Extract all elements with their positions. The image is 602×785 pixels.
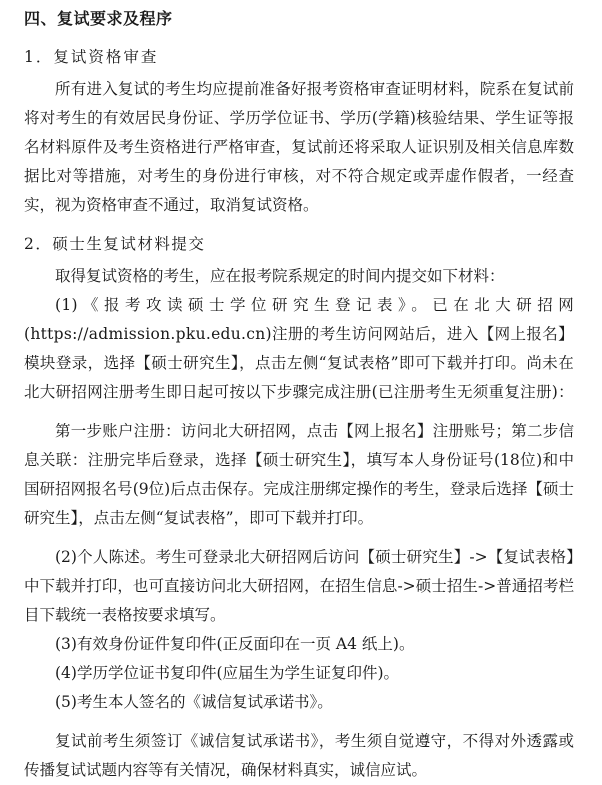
subsection-heading-qualification: 1．复试资格审查: [24, 48, 159, 66]
qualification-paragraph: 所有进入复试的考生均应提前准备好报考资格审查证明材料，院系在复试前将对考生的有效居民身份证、学历学位证书、学历(学籍)核验结果、学生证等报名材料原件及考生资格进行严格审查，复试前还将采取人证识别及相关信息库数据比对等措施，对考生的身份进行审核，对不符合规定或弄虚作假者，一经查实，视为资格审查不通过，取消复试资格。: [24, 80, 574, 214]
material-item-1: (1)《报考攻读硕士学位研究生登记表》。已在北大研招网(https://admission.pku.edu.cn)注册的考生访问网站后，进入【网上报名】模块登录，选择【硕士研究生】，点击左侧“复试表格”即可下载并打印。尚未在北大研招网注册考生即日起可按以下步骤完成注册(已注册考生无须重复注册)：: [24, 296, 574, 401]
closing-paragraph: 复试前考生须签订《诚信复试承诺书》，考生须自觉遵守，不得对外透露或传播复试试题内容等有关情况，确保材料真实，诚信应试。: [24, 732, 574, 779]
material-item-4: (4)学历学位证书复印件(应届生为学生证复印件)。: [55, 664, 400, 682]
registration-steps: 第一步账户注册：访问北大研招网，点击【网上报名】注册账号；第二步信息关联：注册完毕后登录，选择【硕士研究生】，填写本人身份证号(18位)和中国研招网报名号(9位)后点击保存。完成注册绑定操作的考生，登录后选择【硕士研究生】，点击左侧“复试表格”，即可下载并打印。: [24, 422, 574, 527]
subsection-heading-materials: 2．硕士生复试材料提交: [24, 235, 206, 253]
materials-intro: 取得复试资格的考生，应在报考院系规定的时间内提交如下材料：: [55, 267, 505, 285]
material-item-2: (2)个人陈述。考生可登录北大研招网后访问【硕士研究生】->【复试表格】中下载并打印，也可直接访问北大研招网，在招生信息->硕士招生->普通招考栏目下载统一表格按要求填写。: [24, 548, 574, 624]
material-item-3: (3)有效身份证件复印件(正反面印在一页 A4 纸上)。: [55, 635, 415, 653]
section-title: 四、复试要求及程序: [24, 9, 173, 28]
material-item-5: (5)考生本人签名的《诚信复试承诺书》。: [55, 693, 333, 711]
